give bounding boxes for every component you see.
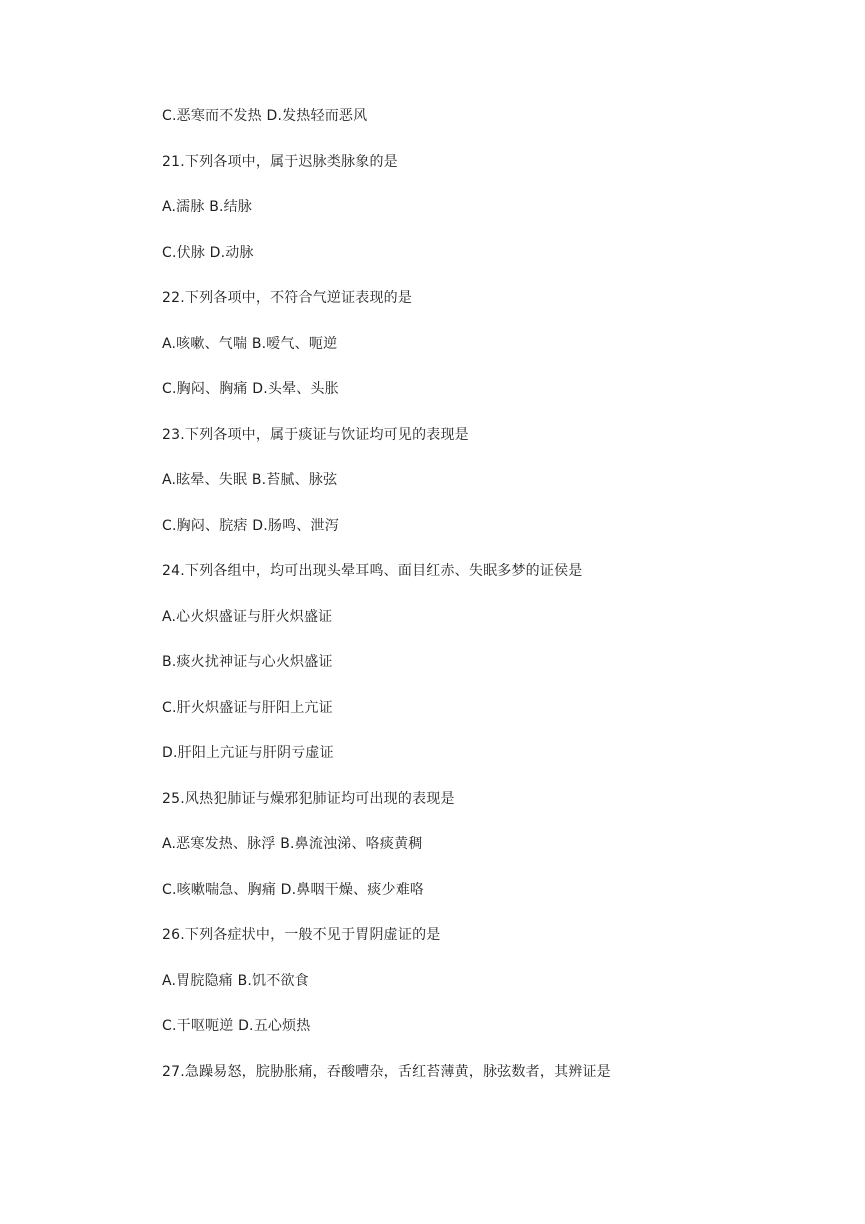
option-line: C.咳嗽喘急、胸痛 D.鼻咽干燥、痰少难咯 <box>162 881 425 898</box>
option-line: B.痰火扰神证与心火炽盛证 <box>162 654 333 670</box>
option-line: C.胸闷、胸痛 D.头晕、头胀 <box>162 381 339 397</box>
option-line: C.恶寒而不发热 D.发热轻而恶风 <box>162 108 368 124</box>
option-line: C.干呕呃逆 D.五心烦热 <box>162 1018 311 1034</box>
question-text-block <box>162 106 611 1107</box>
option-line: A.濡脉 B.结脉 <box>162 199 253 215</box>
question-line: 25.风热犯肺证与燥邪犯肺证均可出现的表现是 <box>162 790 455 807</box>
question-line: 26.下列各症状中，一般不见于胃阴虚证的是 <box>162 927 441 943</box>
option-line: A.心火炽盛证与肝火炽盛证 <box>162 608 333 625</box>
question-line: 23.下列各项中，属于痰证与饮证均可见的表现是 <box>162 426 469 443</box>
option-line: A.胃脘隐痛 B.饥不欲食 <box>162 972 309 989</box>
option-line: A.咳嗽、气喘 B.嗳气、呃逆 <box>162 335 338 352</box>
question-line: 22.下列各项中，不符合气逆证表现的是 <box>162 290 413 306</box>
option-line: C.肝火炽盛证与肝阳上亢证 <box>162 699 333 716</box>
option-line: C.伏脉 D.动脉 <box>162 244 254 261</box>
option-line: A.恶寒发热、脉浮 B.鼻流浊涕、咯痰黄稠 <box>162 836 423 852</box>
option-line: C.胸闷、脘痞 D.肠鸣、泄泻 <box>162 517 339 534</box>
option-line: D.肝阳上亢证与肝阴亏虚证 <box>162 745 334 761</box>
question-line: 24.下列各组中，均可出现头晕耳鸣、面目红赤、失眠多梦的证侯是 <box>162 563 583 579</box>
question-line: 21.下列各项中，属于迟脉类脉象的是 <box>162 153 398 170</box>
option-line: A.眩晕、失眠 B.苔腻、脉弦 <box>162 472 338 488</box>
question-line: 27.急躁易怒，脘胁胀痛，吞酸嘈杂，舌红苔薄黄，脉弦数者，其辨证是 <box>162 1063 611 1080</box>
